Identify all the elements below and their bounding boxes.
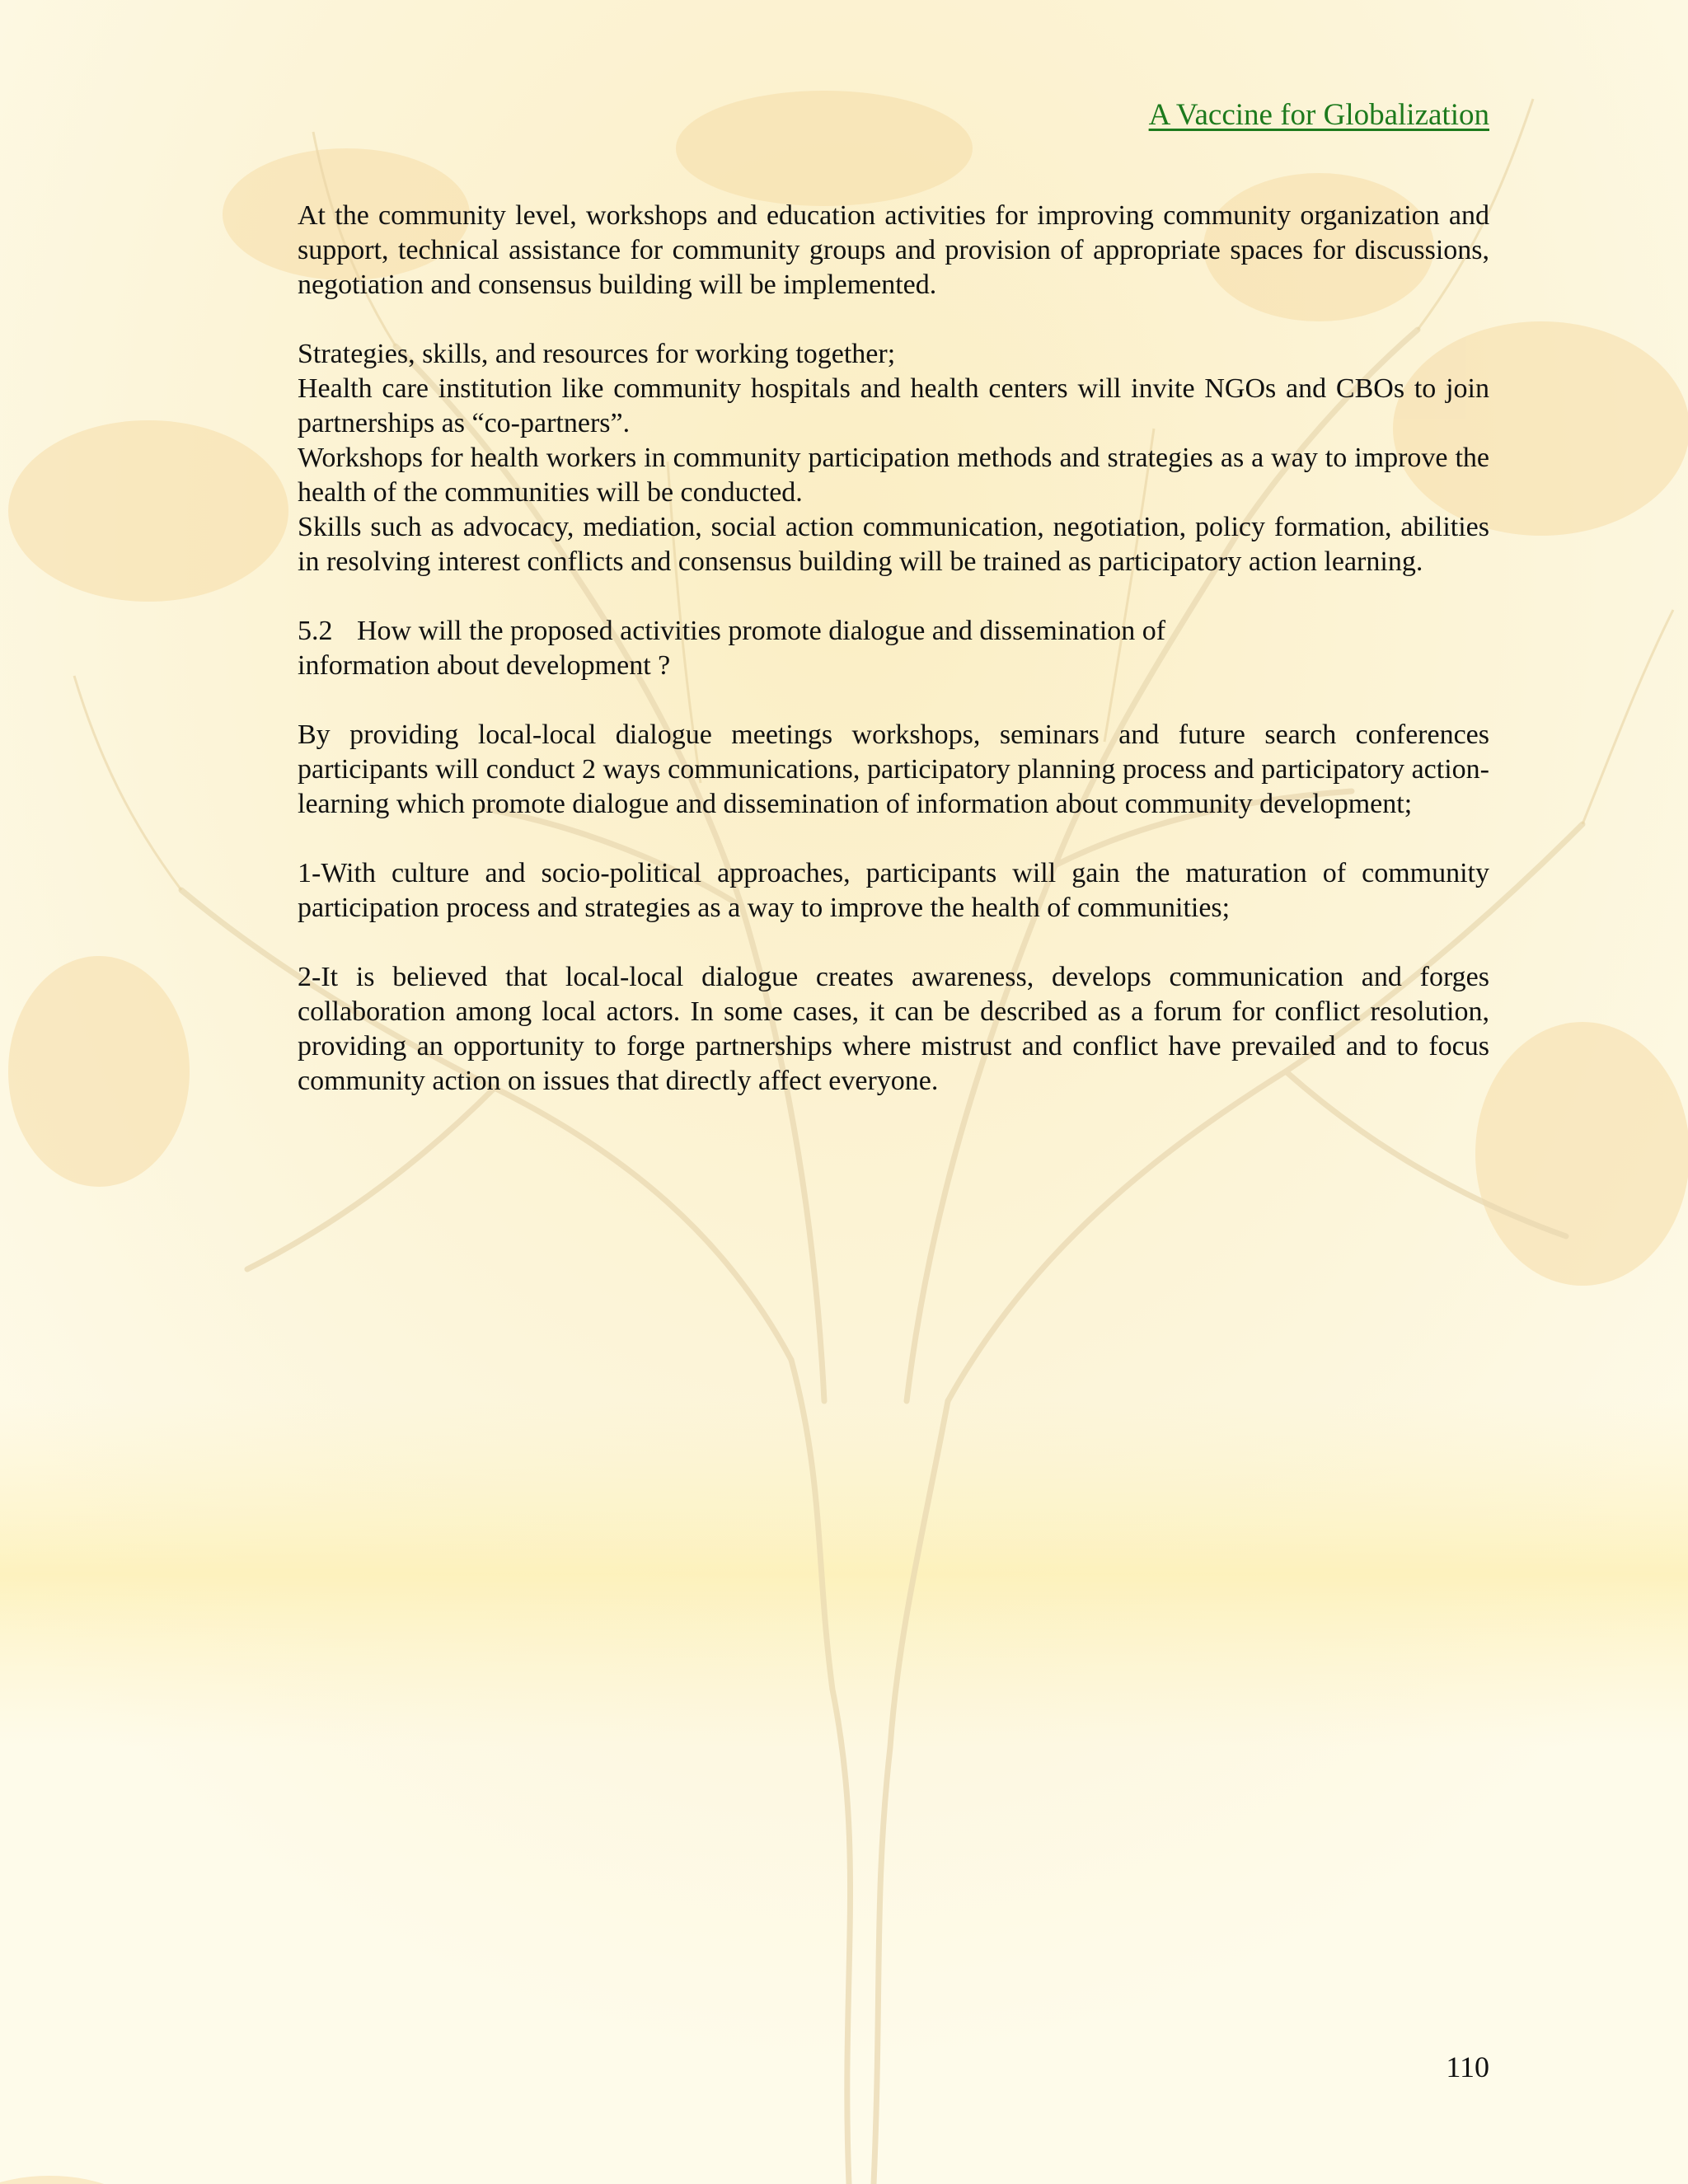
point-culture-approaches: 1-With culture and socio-political approaches, participants will gain the maturation of community participation process and strategies as a way to improve the health of communities; bbox=[298, 858, 1489, 923]
document-body bbox=[298, 199, 1489, 1099]
strategies-item-skills: Skills such as advocacy, mediation, social action communication, negotiation, policy formation, abilities in resolving interest conflicts and consensus building will be trained as participatory action learning. bbox=[298, 512, 1489, 577]
page-number: 110 bbox=[1446, 2050, 1489, 2083]
section-title-line2: information about development ? bbox=[298, 650, 671, 681]
point-local-dialogue: 2-It is believed that local-local dialogue creates awareness, develops communication and forges collaboration among local actors. In some cases, it can be described as a forum for conflict resolution, providing an opportunity to forge partnerships where mistrust and conflict have prevailed and to focus community action on issues that directly affect everyone. bbox=[298, 962, 1489, 1096]
running-header-title: A Vaccine for Globalization bbox=[1148, 98, 1489, 132]
section-title-line1: How will the proposed activities promote dialogue and dissemination of bbox=[357, 616, 1166, 646]
section-number: 5.2 bbox=[298, 616, 333, 646]
strategies-heading: Strategies, skills, and resources for working together; bbox=[298, 339, 896, 369]
section-heading bbox=[298, 614, 1489, 683]
paragraph-dialogue-meetings: By providing local-local dialogue meetings workshops, seminars and future search conferences participants will conduct 2 ways communications, participatory planning process and participatory action-learning which promote dialogue and dissemination of information about community development; bbox=[298, 719, 1489, 819]
paragraph-community-level: At the community level, workshops and education activities for improving community organization and support, technical assistance for community groups and provision of appropriate spaces for discussions, negotiation and consensus building will be implemented. bbox=[298, 200, 1489, 300]
strategies-item-workshops: Workshops for health workers in community participation methods and strategies as a way to improve the health of the communities will be conducted. bbox=[298, 443, 1489, 508]
strategies-item-co-partners: Health care institution like community hospitals and health centers will invite NGOs and CBOs to join partnerships as “co-partners”. bbox=[298, 373, 1489, 438]
